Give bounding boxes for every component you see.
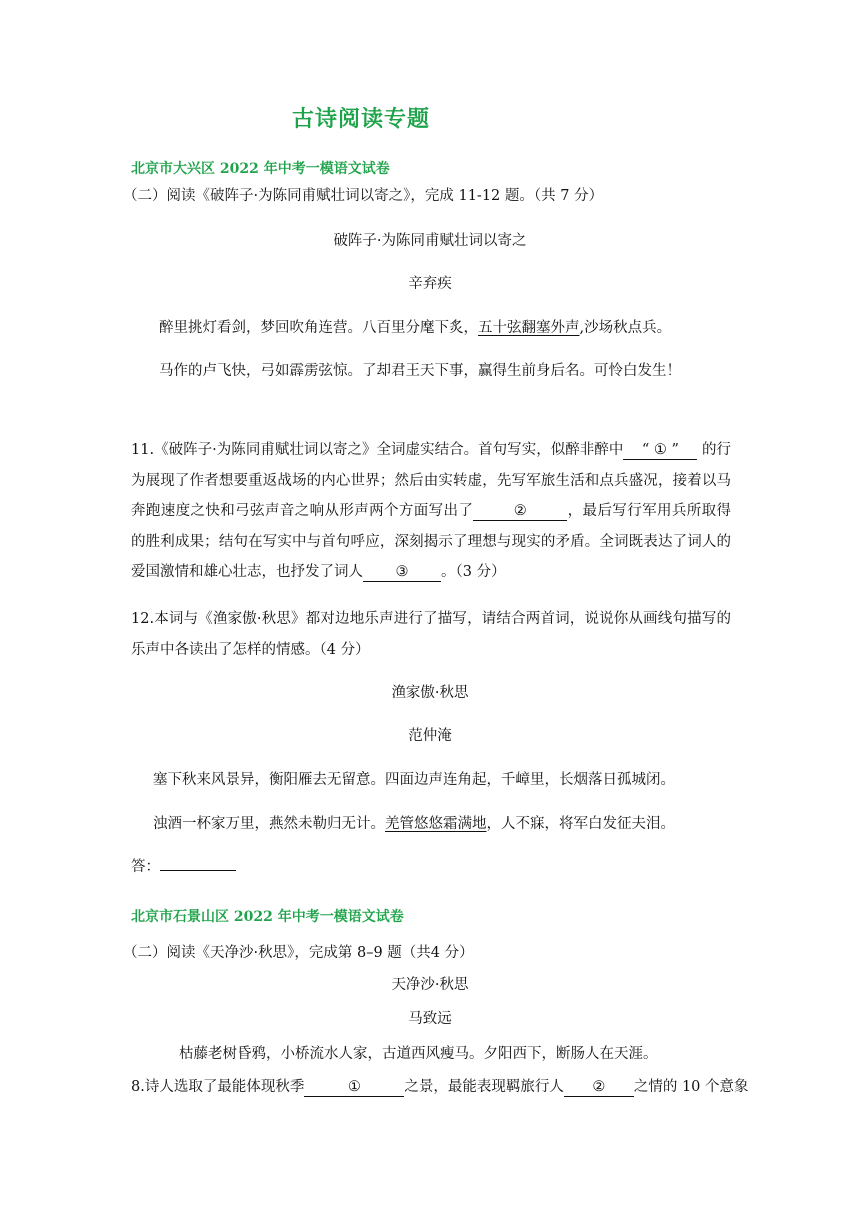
section-intro: （二）阅读《破阵子·为陈同甫赋壮词以寄之》，完成 11-12 题。（共 7 分）: [123, 188, 604, 204]
question-12: 12.本词与《渔家傲·秋思》都对边地乐声进行了描写，请结合两首词，说说你从画线句描写的乐声中各读出了怎样的情感。（4 分）: [131, 611, 731, 658]
question-text: 11.《破阵子·为陈同甫赋壮词以寄之》全词虚实结合。首句写实，似醉非醉中: [131, 442, 624, 458]
poem-text: 浊酒一杯家万里，燕然未勒归无计。: [153, 816, 385, 832]
poem-line: 马作的卢飞快，弓如霹雳弦惊。了却君王天下事，赢得生前身后名。可怜白发生！: [159, 363, 681, 379]
answer-blank-2[interactable]: ②: [473, 502, 567, 521]
answer-blank[interactable]: [160, 870, 236, 871]
poem-author: 辛弃疾: [408, 276, 452, 292]
question-text: 之情的 10 个意象: [633, 1079, 749, 1095]
question-text: 的行为展现了作者想要重返战场的内心世界；然后由实转虚，先写军旅生活和点兵盛况，接着以马奔跑速度之快和弓弦声音之响从形声两个方面写出了: [131, 442, 732, 519]
poem-title: 渔家傲·秋思: [391, 685, 469, 701]
answer-label: 答：: [131, 859, 160, 875]
page-title: 古诗阅读专题: [292, 106, 431, 132]
question-text: 8.诗人选取了最能体现秋季: [131, 1079, 305, 1095]
question-8: [131, 1075, 749, 1097]
answer-blank-1[interactable]: “ ① ”: [623, 441, 697, 460]
answer-line: [131, 855, 236, 876]
answer-blank-2[interactable]: ②: [564, 1078, 634, 1097]
poem-text: 醉里挑灯看剑，梦回吹角连营。八百里分麾下炙，: [159, 320, 478, 336]
underlined-line: 羌管悠悠霜满地: [385, 816, 487, 832]
poem-line: [153, 812, 675, 833]
poem-author: 范仲淹: [408, 728, 452, 744]
underlined-line: 五十弦翻塞外声: [478, 320, 580, 336]
poem-line: [159, 316, 671, 337]
poem-line: 枯藤老树昏鸦，小桥流水人家，古道西风瘦马。夕阳西下，断肠人在天涯。: [179, 1046, 658, 1062]
section-source-shijingshan: 北京市石景山区 2022 年中考一模语文试卷: [131, 909, 404, 925]
answer-blank-3[interactable]: ③: [363, 563, 441, 582]
question-text: ，最后写行军用兵所取得的胜利成果；结句在写实中与首句呼应，深刻揭示了理想与现实的矛盾。全词既表达了词人的爱国激情和雄心壮志，也抒发了词人: [131, 503, 732, 580]
poem-title: 破阵子·为陈同甫赋壮词以寄之: [333, 233, 527, 249]
question-text: 之景，最能表现羁旅行人: [404, 1079, 564, 1095]
poem-text: ,沙场秋点兵。: [579, 320, 672, 336]
poem-title: 天净沙·秋思: [391, 977, 469, 993]
poem-text: ，人不寐，将军白发征夫泪。: [486, 816, 675, 832]
section-source-daxing: 北京市大兴区 2022 年中考一模语文试卷: [131, 161, 390, 177]
answer-blank-1[interactable]: ①: [304, 1078, 404, 1097]
poem-author: 马致远: [408, 1011, 452, 1027]
question-11: [131, 435, 731, 588]
poem-line: 塞下秋来风景异，衡阳雁去无留意。四面边声连角起，千嶂里，长烟落日孤城闭。: [153, 772, 675, 788]
section-intro: （二）阅读《天净沙·秋思》，完成第 8–9 题（共4 分）: [123, 945, 474, 961]
question-text: 。（3 分）: [441, 564, 506, 580]
